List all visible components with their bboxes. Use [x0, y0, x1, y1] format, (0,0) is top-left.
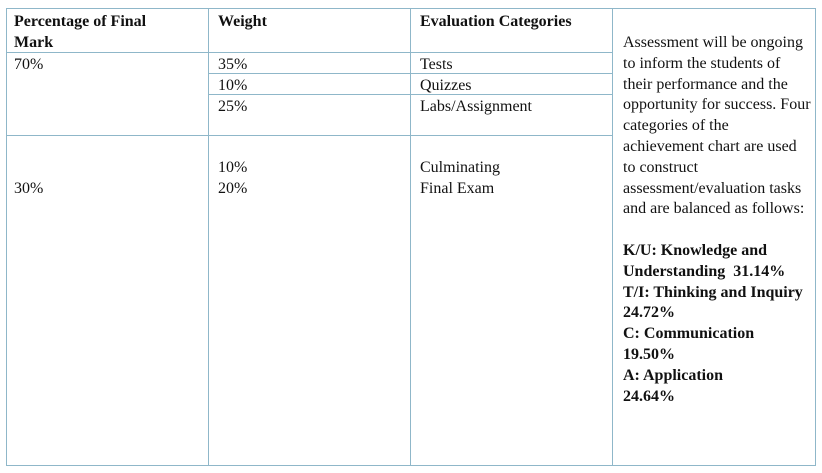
category-ku [623, 241, 813, 283]
header-weight: Weight [218, 13, 267, 30]
grid-line [6, 465, 816, 466]
category-ti-label: T/I: Thinking and Inquiry [623, 283, 803, 301]
category-ku-label: K/U: Knowledge and Understanding [623, 241, 768, 280]
header-percentage: Percentage of Final Mark [14, 13, 147, 51]
category-labs: Labs/Assignment [420, 98, 532, 115]
grid-line [208, 73, 613, 74]
grid-line [815, 8, 816, 466]
weight-quizzes: 10% [218, 77, 248, 94]
spacer [623, 220, 813, 241]
category-ku-value: 31.14% [733, 262, 786, 280]
percentage-group-1: 70% [14, 56, 44, 73]
category-tests: Tests [420, 56, 453, 73]
percentage-group-2: 30% [14, 180, 44, 197]
grid-line [208, 8, 209, 466]
grid-line [6, 8, 816, 9]
category-c-value: 19.50% [623, 345, 675, 363]
category-final-exam: Final Exam [420, 180, 495, 197]
grid-line [208, 94, 613, 95]
category-a-label: A: Application [623, 366, 724, 384]
grid-line [6, 8, 7, 466]
assessment-intro: Assessment will be ongoing to inform the students of their performance and the opportunity for success. Four categories of the achievement chart are used to construct assessment/evaluation tasks and are balanced as follows: [623, 34, 811, 218]
weight-culminating: 10% [218, 159, 248, 176]
category-c [623, 324, 813, 366]
category-ti [623, 283, 813, 325]
grid-line [410, 8, 411, 466]
category-quizzes: Quizzes [420, 77, 472, 94]
category-a [623, 366, 813, 408]
category-culminating: Culminating [420, 159, 500, 176]
category-c-label: C: Communication [623, 325, 755, 343]
grid-line [6, 135, 613, 136]
category-ti-value: 24.72% [623, 304, 675, 322]
assessment-note [623, 33, 813, 407]
category-a-value: 24.64% [623, 387, 675, 405]
header-evaluation-categories: Evaluation Categories [420, 13, 572, 30]
weight-labs: 25% [218, 98, 248, 115]
weight-final-exam: 20% [218, 180, 248, 197]
weight-tests: 35% [218, 56, 248, 73]
grid-line [612, 8, 613, 466]
